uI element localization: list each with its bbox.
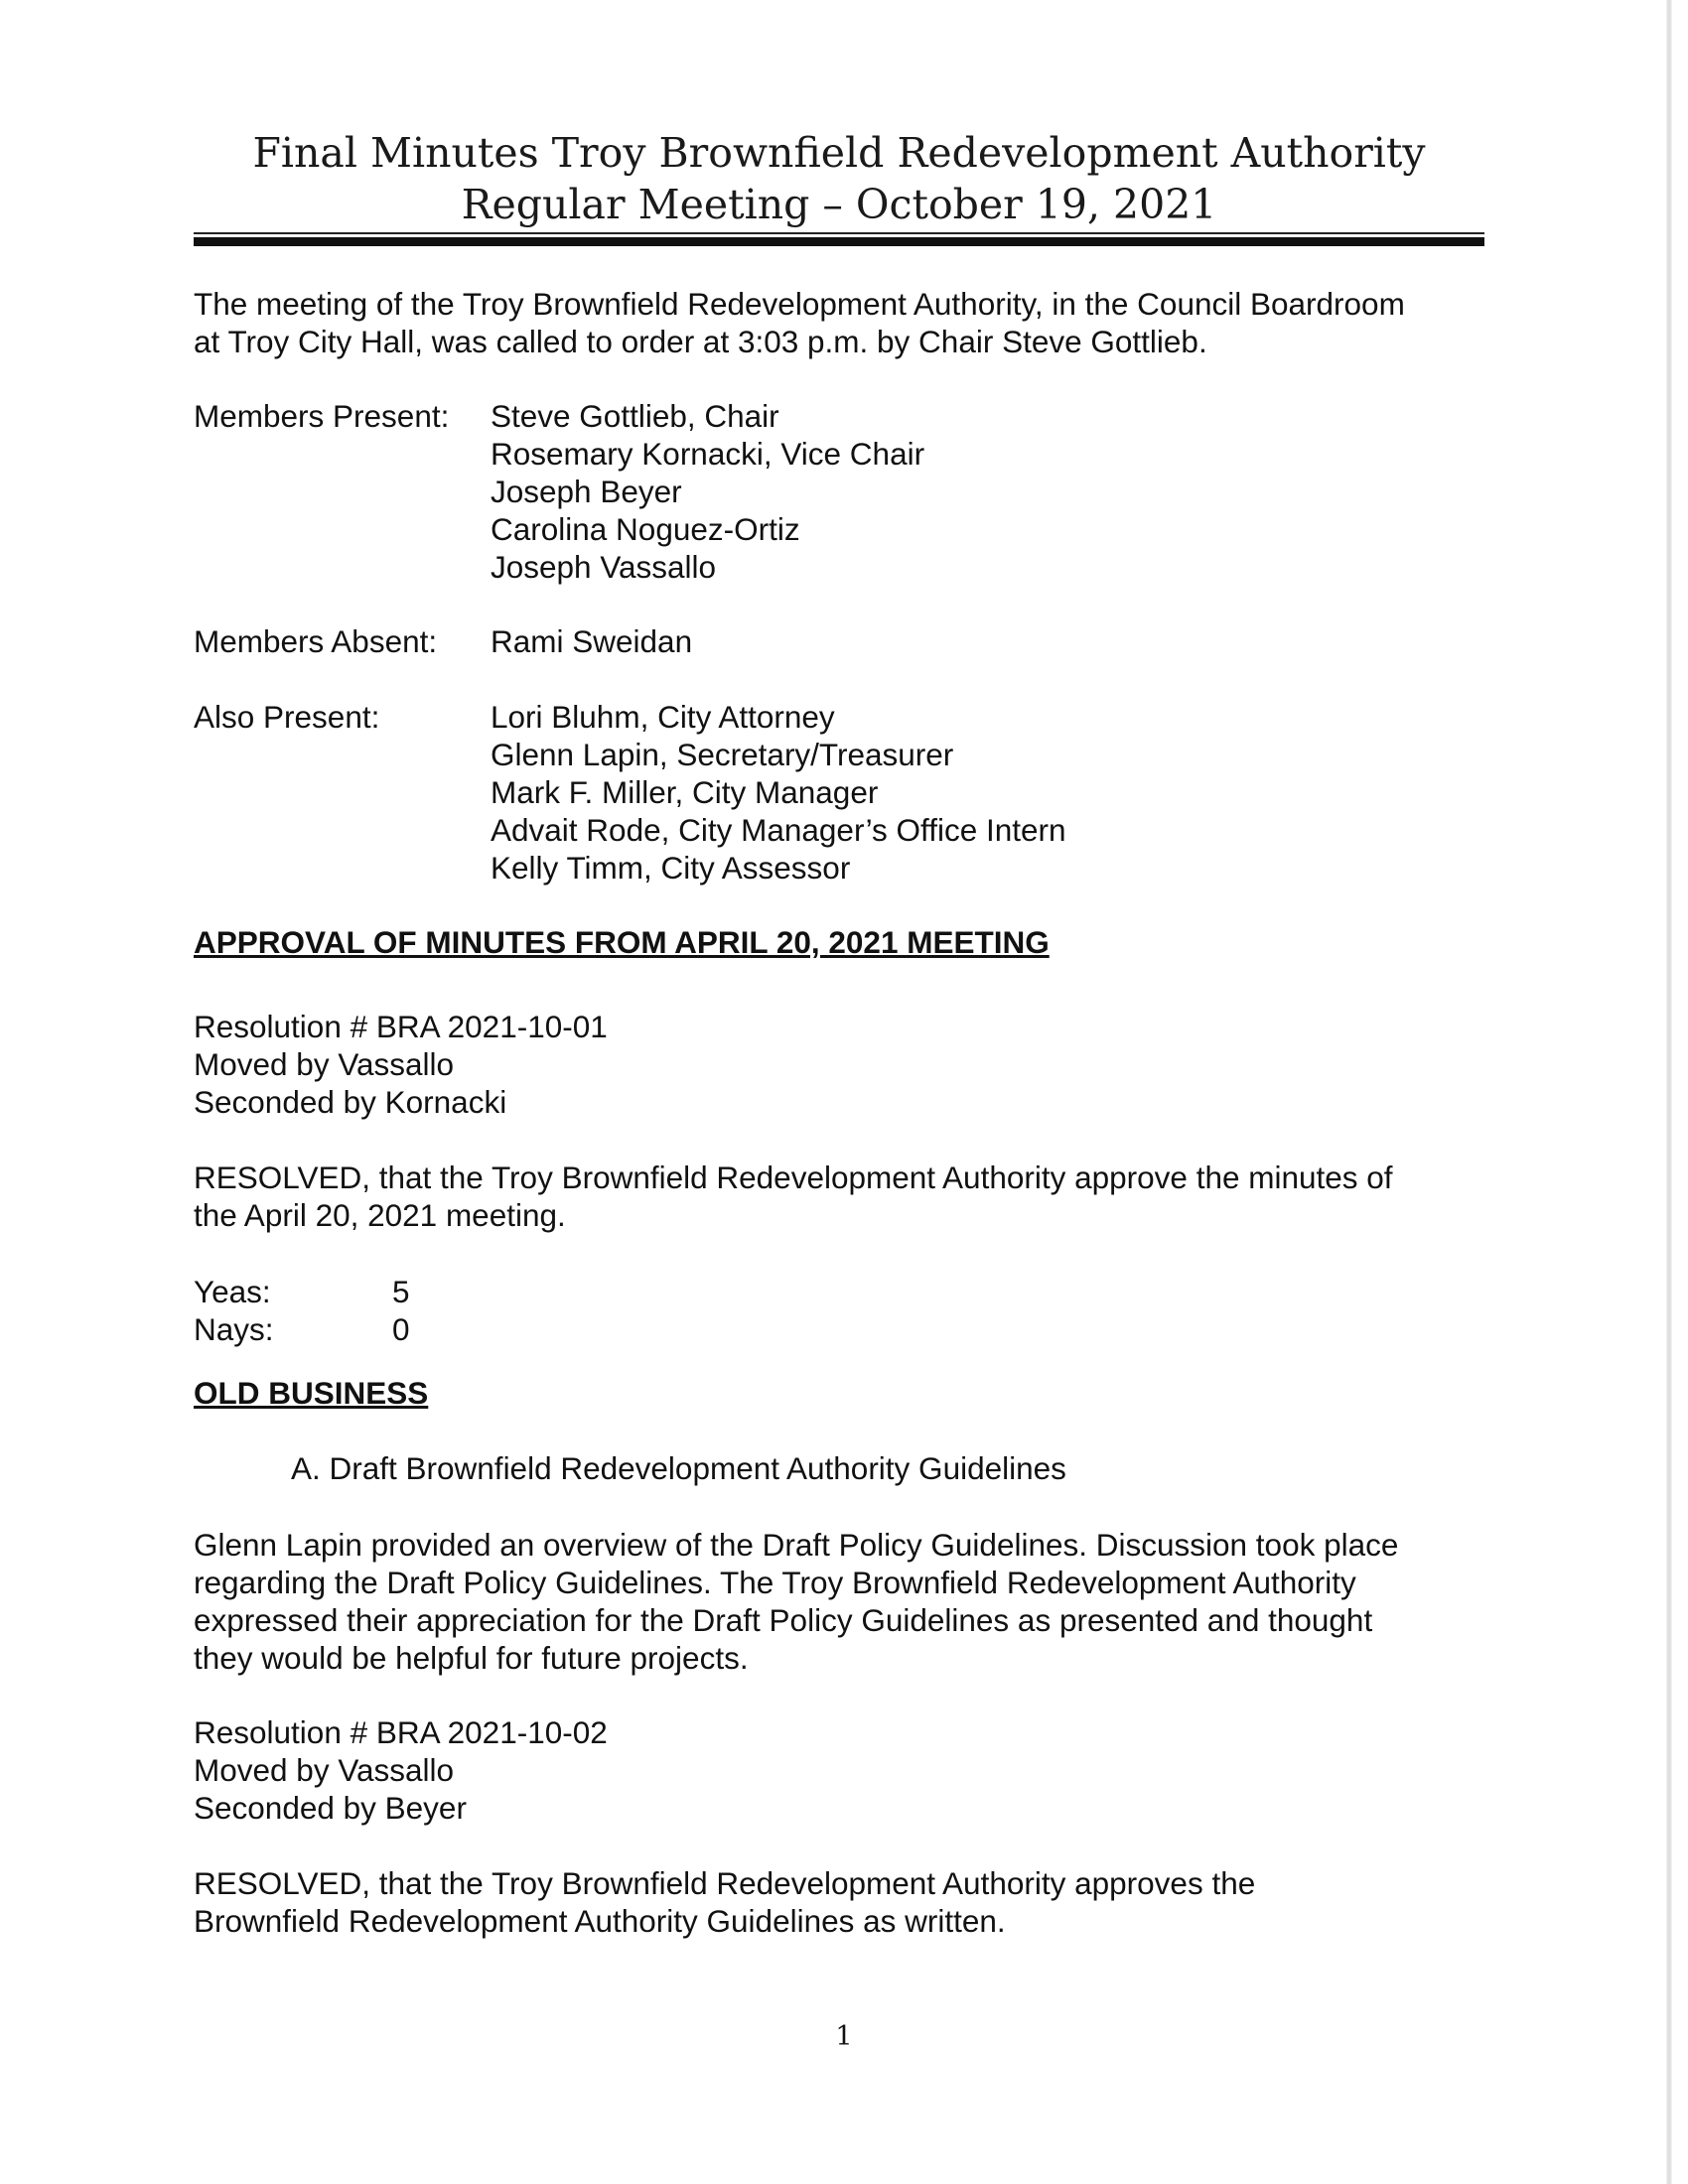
header-rule-thin: [194, 232, 1484, 234]
header-title: Final Minutes Troy Brownfield Redevelopment Authority: [252, 129, 1426, 177]
resolved-line: Brownfield Redevelopment Authority Guidelines as written.: [194, 1903, 1006, 1939]
also-present-list: [491, 698, 1066, 887]
header-subtitle: Regular Meeting – October 19, 2021: [461, 181, 1217, 228]
resolved-line: the April 20, 2021 meeting.: [194, 1197, 566, 1233]
discussion-line: they would be helpful for future projects.: [194, 1640, 749, 1676]
seconded-by: Seconded by Beyer: [194, 1790, 467, 1826]
approval-resolution: [194, 1008, 1504, 1121]
yeas-label: Yeas:: [194, 1274, 271, 1309]
discussion-line: Glenn Lapin provided an overview of the Draft Policy Guidelines. Discussion took place: [194, 1527, 1399, 1563]
old-business-item-a: A. Draft Brownfield Redevelopment Authority Guidelines: [291, 1450, 1066, 1486]
moved-by: Moved by Vassallo: [194, 1046, 455, 1082]
moved-by: Moved by Vassallo: [194, 1752, 455, 1788]
also-present-label: Also Present:: [194, 699, 380, 735]
attendee-name: Kelly Timm, City Assessor: [491, 850, 851, 886]
member-name: Joseph Vassallo: [491, 549, 717, 585]
page-number: 1: [835, 2021, 853, 2052]
members-present-list: [491, 397, 924, 586]
nays-row: [194, 1310, 591, 1348]
approval-vote: [194, 1273, 591, 1348]
approval-resolved-text: [194, 1159, 1504, 1234]
discussion-line: regarding the Draft Policy Guidelines. The Troy Brownfield Redevelopment Authority: [194, 1565, 1356, 1600]
scan-edge-shadow: [1666, 0, 1672, 2184]
document-header: [194, 127, 1484, 230]
intro-line: at Troy City Hall, was called to order at 3:03 p.m. by Chair Steve Gottlieb.: [194, 324, 1207, 359]
header-rule-thick: [194, 237, 1484, 246]
members-absent-list: [491, 622, 692, 660]
member-name: Steve Gottlieb, Chair: [491, 398, 779, 434]
attendee-name: Glenn Lapin, Secretary/Treasurer: [491, 737, 954, 772]
member-name: Joseph Beyer: [491, 474, 682, 509]
yeas-count: 5: [392, 1274, 410, 1309]
yeas-row: [194, 1273, 591, 1310]
members-absent-label: Members Absent:: [194, 623, 438, 659]
old-business-discussion: [194, 1526, 1504, 1677]
old-business-resolution: [194, 1713, 1504, 1827]
intro-paragraph: [194, 285, 1504, 360]
discussion-line: expressed their appreciation for the Draft Policy Guidelines as presented and thought: [194, 1602, 1373, 1638]
seconded-by: Seconded by Kornacki: [194, 1084, 507, 1120]
intro-line: The meeting of the Troy Brownfield Redevelopment Authority, in the Council Boardroom: [194, 286, 1405, 322]
nays-count: 0: [392, 1311, 410, 1347]
member-name: Rosemary Kornacki, Vice Chair: [491, 436, 925, 472]
approval-heading: APPROVAL OF MINUTES FROM APRIL 20, 2021 MEETING: [194, 924, 1050, 960]
resolved-line: RESOLVED, that the Troy Brownfield Redevelopment Authority approves the: [194, 1865, 1256, 1901]
old-business-resolved-text: [194, 1864, 1504, 1940]
resolution-number: Resolution # BRA 2021-10-01: [194, 1009, 608, 1044]
attendee-name: Advait Rode, City Manager’s Office Intern: [491, 812, 1066, 848]
attendee-name: Mark F. Miller, City Manager: [491, 774, 879, 810]
resolved-line: RESOLVED, that the Troy Brownfield Redevelopment Authority approve the minutes of: [194, 1160, 1393, 1195]
resolution-number: Resolution # BRA 2021-10-02: [194, 1714, 608, 1750]
old-business-heading: OLD BUSINESS: [194, 1375, 429, 1411]
attendee-name: Lori Bluhm, City Attorney: [491, 699, 835, 735]
member-name: Carolina Noguez-Ortiz: [491, 511, 800, 547]
member-name: Rami Sweidan: [491, 623, 693, 659]
nays-label: Nays:: [194, 1311, 274, 1347]
members-present-label: Members Present:: [194, 398, 450, 434]
